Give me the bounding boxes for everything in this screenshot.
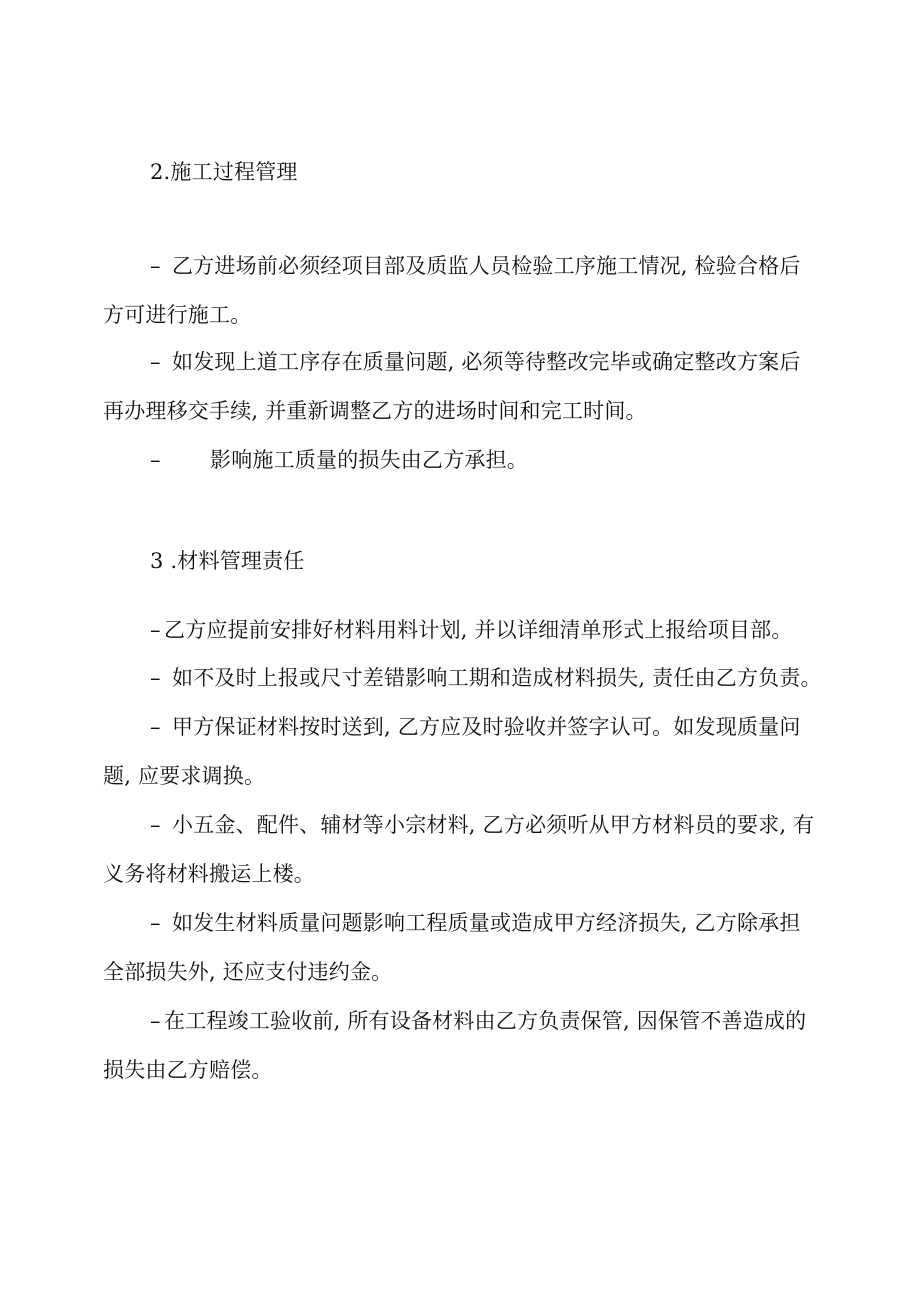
paragraph-continuation: 再办理移交手续, 并重新调整乙方的进场时间和完工时间。 <box>103 399 647 423</box>
paragraph-line <box>150 347 870 377</box>
paragraph-text: 小五金、配件、辅材等小宗材料, 乙方必须听从甲方材料员的要求, 有 <box>172 813 815 837</box>
paragraph-line <box>150 251 870 281</box>
paragraph-continuation: 全部损失外, 还应支付违约金。 <box>103 960 393 984</box>
bullet-dash: – <box>150 813 161 837</box>
paragraph-line <box>150 615 870 645</box>
paragraph-line <box>150 810 870 840</box>
paragraph-line <box>150 1006 870 1036</box>
paragraph-text: 影响施工质量的损失由乙方承担。 <box>210 448 528 472</box>
paragraph-text: 如发生材料质量问题影响工程质量或造成甲方经济损失, 乙方除承担 <box>172 911 801 935</box>
paragraph-line <box>150 712 870 742</box>
paragraph-text: 乙方进场前必须经项目部及质监人员检验工序施工情况, 检验合格后 <box>172 254 801 278</box>
paragraph-text: 在工程竣工验收前, 所有设备材料由乙方负责保管, 因保管不善造成的 <box>164 1009 807 1033</box>
bullet-dash: – <box>150 350 161 374</box>
paragraph-text: 如发现上道工序存在质量问题, 必须等待整改完毕或确定整改方案后 <box>172 350 801 374</box>
section-heading-process-management: 2.施工过程管理 <box>150 160 298 184</box>
paragraph-text: 如不及时上报或尺寸差错影响工期和造成材料损失, 责任由乙方负责。 <box>172 666 822 690</box>
bullet-dash: – <box>150 618 161 642</box>
paragraph-line <box>150 445 870 475</box>
paragraph-text: 乙方应提前安排好材料用料计划, 并以详细清单形式上报给项目部。 <box>164 618 793 642</box>
paragraph-continuation: 义务将材料搬运上楼。 <box>103 862 315 886</box>
section-heading-material-management: 3 .材料管理责任 <box>150 549 305 573</box>
bullet-dash: – <box>150 715 161 739</box>
paragraph-line <box>150 908 870 938</box>
bullet-dash: – <box>150 666 161 690</box>
bullet-dash: – <box>150 448 161 472</box>
paragraph-line <box>150 663 870 693</box>
bullet-dash: – <box>150 254 161 278</box>
paragraph-continuation: 题, 应要求调换。 <box>103 764 266 788</box>
paragraph-continuation: 方可进行施工。 <box>103 303 252 327</box>
paragraph-text: 甲方保证材料按时送到, 乙方应及时验收并签字认可。如发现质量问 <box>172 715 801 739</box>
bullet-dash: – <box>150 911 161 935</box>
paragraph-continuation: 损失由乙方赔偿。 <box>103 1058 273 1082</box>
bullet-dash: – <box>150 1009 161 1033</box>
